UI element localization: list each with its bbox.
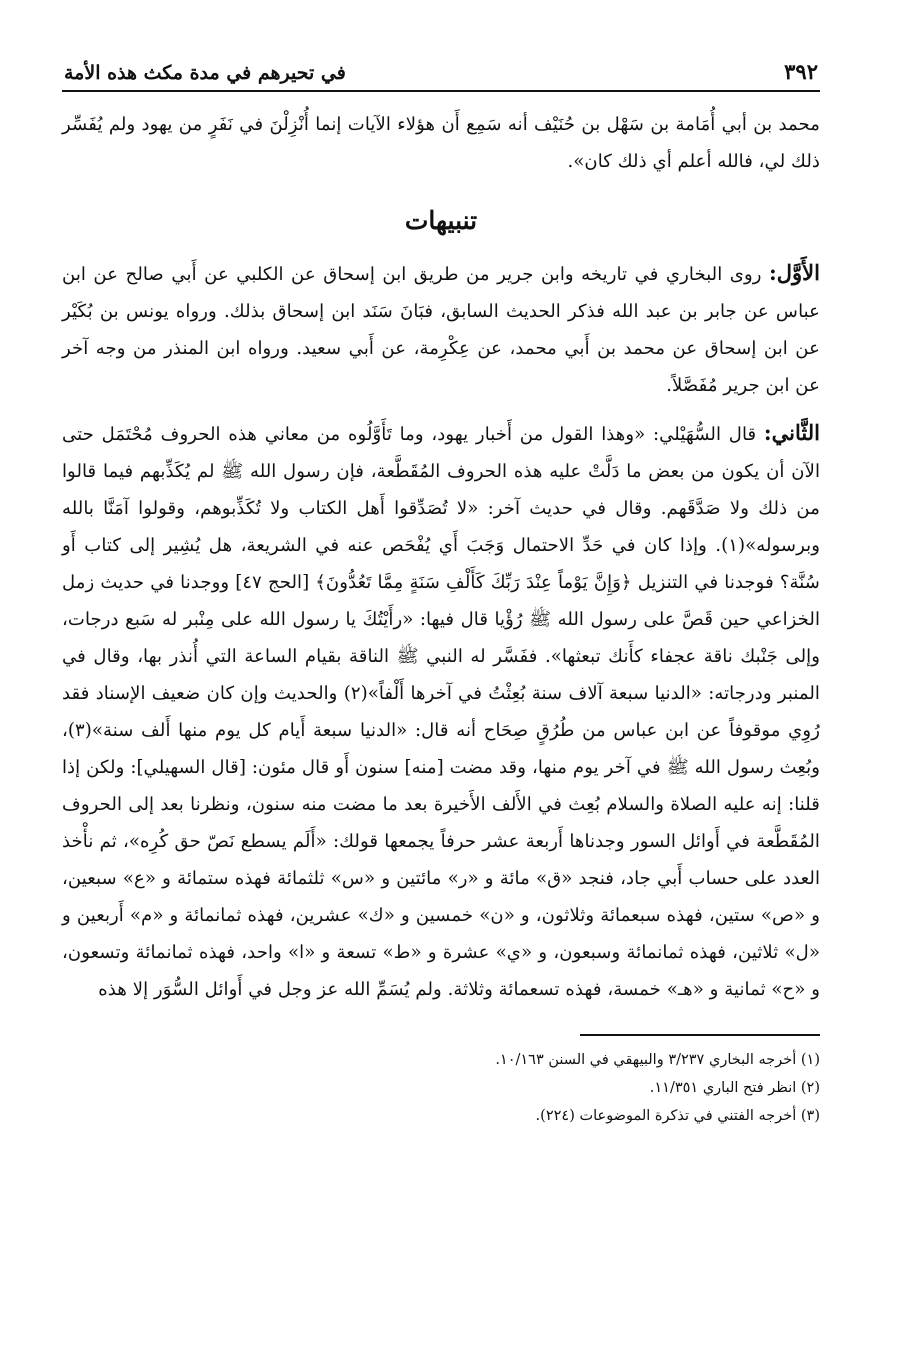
footnote-2: (٢) انظر فتح الباري ١١/٣٥١.	[649, 1080, 820, 1096]
intro-paragraph: محمد بن أبي أُمَامة بن سَهْل بن حُنَيْف أنه سَمِع أَن هؤلاء الآيات إنما أُنْزِلْنَ في نَفَرٍ من يهود ولم يُفَسِّر ذلك لي، فالله أعلم أي ذلك كان».	[62, 114, 820, 172]
page-number: ٣٩٢	[784, 59, 818, 84]
note-second-paragraph	[62, 414, 820, 1008]
note-second-lead: الثَّاني:	[763, 420, 820, 445]
book-page	[62, 48, 820, 1130]
note-first-text: روى البخاري في تاريخه وابن جرير من طريق ابن إسحاق عن الكلبي عن أَبي صالح عن ابن عباس عن جابر بن عبد الله فذكر الحديث السابق، فبَانَ سَنَد ابن إسحاق بذلك. ورواه يونس بن بُكَيْر عن ابن إسحاق عن محمد بن أَبي محمد، عن عِكْرِمة، عن أَبي سعيد. ورواه ابن المنذر من وجه آخر عن ابن جرير مُفَصَّلاً.	[62, 264, 820, 396]
footnote-3: (٣) أخرجه الفتني في تذكرة الموضوعات (٢٢٤).	[535, 1108, 820, 1124]
note-second-text: قال السُّهَيْلي: «وهذا القول من أَخبار يهود، وما تَأَوَّلُوه من معاني هذه الحروف مُحْتَمَل حتى الآن أن يكون من بعض ما دَلَّتْ عليه هذه الحروف المُقَطَّعة، فإن رسول الله ﷺ لم يُكَذِّبهم فيما قالوا من ذلك ولا صَدَّقَهم. وقال في حديث آخر: «لا تُصَدِّقوا أَهل الكتاب ولا تُكَذِّبوهم، وقولوا آمَنَّا بالله وبرسوله»(١). وإذا كان في حَدِّ الاحتمال وَجَبَ أَي يُفْحَص عنه في الشريعة، هل يُشِير إلى كتاب أَو سُنَّة؟ فوجدنا في التنزيل ﴿وَإِنَّ يَوْماً عِنْدَ رَبِّكَ كَأَلْفِ سَنَةٍ مِمَّا تَعُدُّونَ﴾ [الحج ٤٧] ووجدنا في حديث زمل الخزاعي حين قَصَّ على رسول الله ﷺ رُؤْيا قال فيها: «رأَيْتُكَ يا رسول الله على مِنْبر له سَبع درجات، وإلى جَنْبك ناقة عجفاء كأَنك تبعثها». ففَسَّر له النبي ﷺ الناقة بقيام الساعة التي أُنذر بها، وقال في المنبر ودرجاته: «الدنيا سبعة آلاف سنة بُعِثْتُ في آخرها أَلْفاً»(٢) والحديث وإن كان ضعيف الإسناد فقد رُوِي موقوفاً عن ابن عباس من طُرُقٍ صِحَاح أنه قال: «الدنيا سبعة أَيام كل يوم منها أَلف سنة»(٣)، وبُعِث رسول الله ﷺ في آخر يوم منها، وقد مضت [منه] سنون أَو قال مئون: [قال السهيلي]: ولكن إذا قلنا: إنه عليه الصلاة والسلام بُعِث في الأَلف الأَخيرة بعد ما مضت منه سنون، ونظرنا بعد إلى الحروف المُقَطَّعة في أَوائل السور وجدناها أَربعة عشر حرفاً يجمعها قولك: «أَلَم يسطع نَصّ حق كُرِه»، ثم نأْخذ العدد على حساب أَبي جاد، فنجد «ق» مائة و «ر» مائتين و «س» ثلثمائة فهذه ستمائة و «ع» سبعين، و «ص» ستين، فهذه سبعمائة وثلاثون، و «ن» خمسين و «ك» عشرين، فهذه ثمانمائة و «م» أَربعين و «ل» ثلاثين، فهذه ثمانمائة وسبعون، و «ي» عشرة و «ط» تسعة و «ا» واحد، فهذه ثمانمائة وتسعون، و «ح» ثمانية و «هـ» خمسة، فهذه تسعمائة وثلاثة. ولم يُسَمِّ الله عز وجل في أَوائل السُّوَر إلا هذه	[62, 424, 820, 1000]
note-first-lead: الأَوَّل:	[769, 260, 820, 285]
footnotes	[62, 1046, 820, 1130]
running-title: في تحيرهم في مدة مكث هذه الأمة	[64, 62, 346, 84]
note-first-paragraph	[62, 254, 820, 404]
footnote-1: (١) أخرجه البخاري ٣/٢٣٧ والبيهقي في السنن ١٠/١٦٣.	[495, 1052, 820, 1068]
footnotes-divider	[580, 1034, 820, 1036]
section-heading: تنبيهات	[404, 206, 478, 235]
running-header	[62, 48, 820, 92]
